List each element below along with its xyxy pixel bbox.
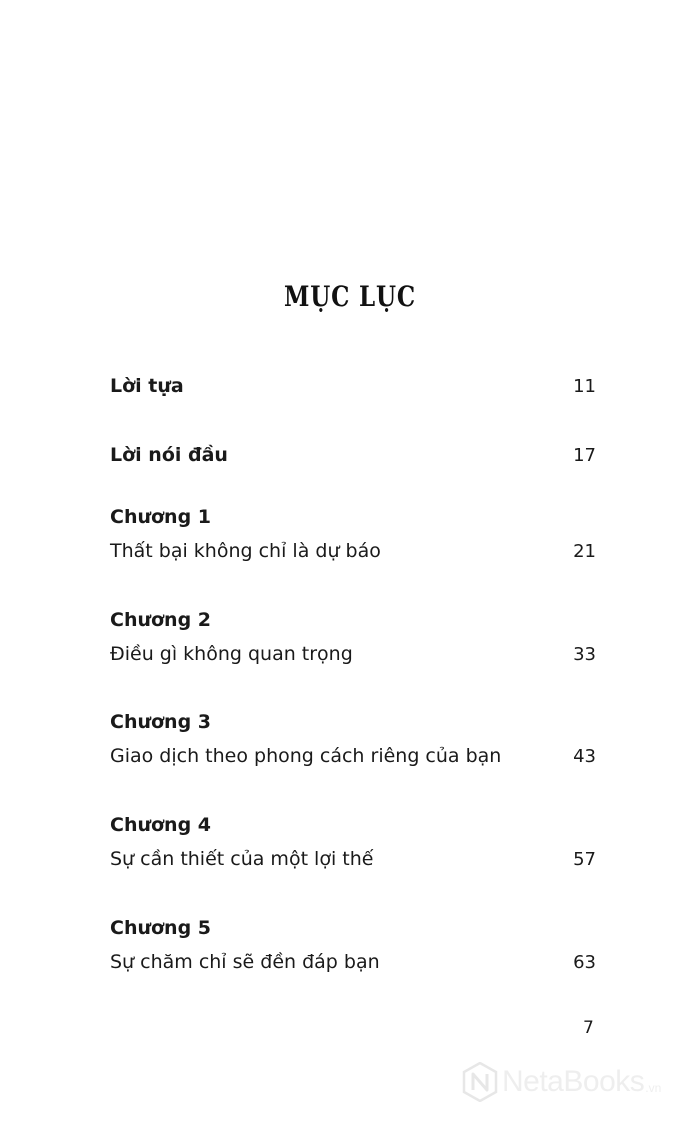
- chapter-title: Sự chăm chỉ sẽ đền đáp bạn: [110, 951, 380, 973]
- toc-entry-page: 63: [573, 952, 596, 973]
- chapter-1-label: Chương 1: [110, 506, 212, 528]
- page-number: 7: [583, 1018, 594, 1038]
- toc-entry-label: Lời nói đầu: [110, 444, 228, 466]
- toc-entry-page: 33: [573, 644, 596, 665]
- netabooks-logo-icon: [462, 1062, 498, 1102]
- chapter-title: Sự cần thiết của một lợi thế: [110, 848, 374, 870]
- toc-entry-chapter-2: [110, 643, 596, 665]
- toc-entry-chapter-3: [110, 745, 596, 767]
- watermark-suffix: .vn: [645, 1081, 662, 1095]
- chapter-2-label: Chương 2: [110, 609, 212, 631]
- chapter-4-label: Chương 4: [110, 814, 212, 836]
- toc-entry-label: Lời tựa: [110, 375, 184, 397]
- toc-entry-page: 21: [573, 541, 596, 562]
- chapter-title: Giao dịch theo phong cách riêng của bạn: [110, 745, 502, 767]
- toc-entry-chapter-4: [110, 848, 596, 870]
- toc-entry-chapter-1: [110, 540, 596, 562]
- watermark: [462, 1062, 661, 1102]
- toc-entry-introduction: [110, 444, 596, 466]
- chapter-title: Thất bại không chỉ là dự báo: [110, 540, 381, 562]
- toc-entry-page: 57: [573, 849, 596, 870]
- toc-entry-preface: [110, 375, 596, 397]
- toc-entry-page: 11: [573, 376, 596, 397]
- toc-entry-chapter-5: [110, 951, 596, 973]
- chapter-title: Điều gì không quan trọng: [110, 643, 353, 665]
- toc-title: MỤC LỤC: [284, 280, 416, 313]
- chapter-3-label: Chương 3: [110, 711, 212, 733]
- toc-entry-page: 43: [573, 746, 596, 767]
- watermark-brand: NetaBooks: [502, 1065, 645, 1098]
- chapter-5-label: Chương 5: [110, 917, 212, 939]
- toc-entry-page: 17: [573, 445, 596, 466]
